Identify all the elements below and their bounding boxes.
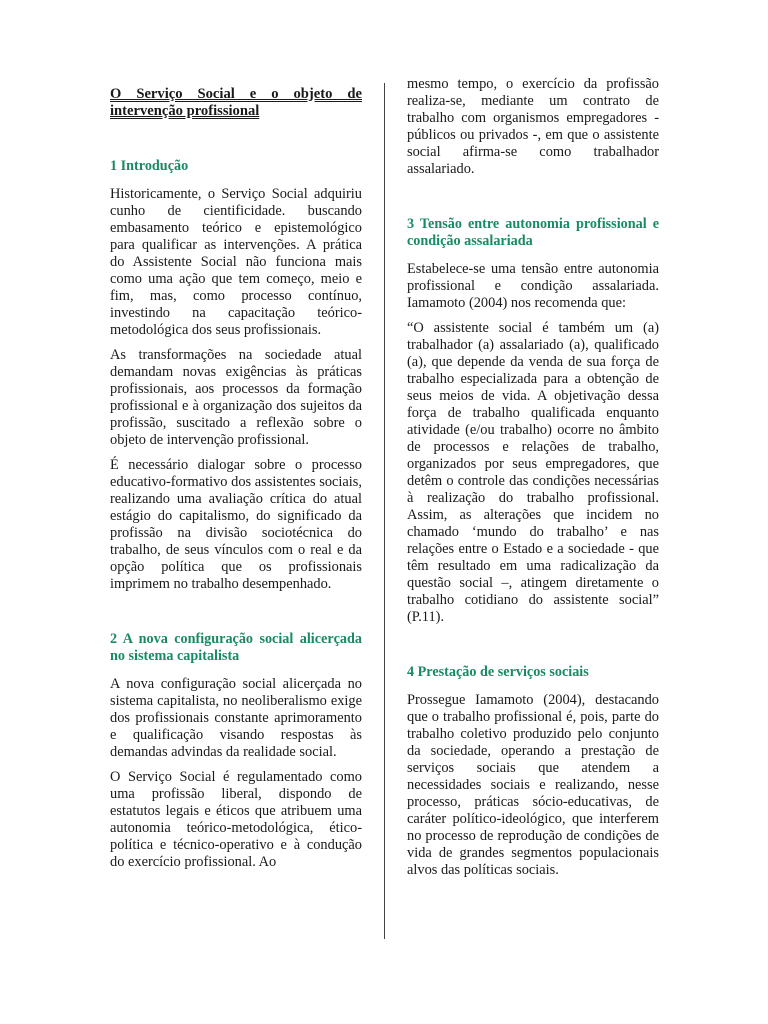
paragraph: A nova configuração social alicerçada no sistema capitalista, no neoliberalismo exige dos profissionais constante aprimoramento e qualificação visando respostas às demandas advindas da realidade social.	[110, 676, 362, 760]
paragraph: Historicamente, o Serviço Social adquiriu cunho de cientificidade. buscando embasamento teórico e epistemológico para qualificar as intervenções. A prática do Assistente Social não funciona mais como uma ação que tem começo, meio e fim, mas, como processo contínuo, investindo na capacitação teórico-metodológica dos seus profissionais.	[110, 186, 362, 338]
paragraph: Estabelece-se uma tensão entre autonomia profissional e condição assalariada. Iamamoto (2004) nos recomenda que:	[407, 261, 659, 311]
section-heading-tensao: 3 Tensão entre autonomia profissional e condição assalariada	[407, 216, 659, 249]
paragraph: As transformações na sociedade atual demandam novas exigências às práticas profissionais, aos processos da formação profissional e à organização dos sujeitos da profissão, suscitado a reflexão sobre o objeto de intervenção profissional.	[110, 347, 362, 448]
section-heading-prestacao-servicos: 4 Prestação de serviços sociais	[407, 664, 589, 680]
left-column	[110, 86, 362, 879]
section-heading-introducao: 1 Introdução	[110, 158, 189, 174]
paragraph: É necessário dialogar sobre o processo educativo-formativo dos assistentes sociais, realizando uma avaliação crítica do atual estágio do capitalismo, do significado da profissão na divisão sociotécnica do trabalho, de seus vínculos com o real e da opção política que os profissionais imprimem no trabalho desempenhado.	[110, 457, 362, 592]
section-heading-nova-configuracao: 2 A nova configuração social alicerçada no sistema capitalista	[110, 631, 362, 664]
right-column	[407, 76, 659, 887]
paragraph: Prossegue Iamamoto (2004), destacando que o trabalho profissional é, pois, parte do trabalho coletivo produzido pelo conjunto da sociedade, operando a prestação de serviços sociais que atendem a necessidades sociais e realizando, nesse processo, práticas sócio-educativas, de caráter político-ideológico, que interferem no processo de reprodução de condições de vida de grandes segmentos populacionais alvos das políticas sociais.	[407, 692, 659, 878]
paragraph: O Serviço Social é regulamentado como uma profissão liberal, dispondo de estatutos legais e éticos que atribuem uma autonomia teórico-metodológica, ético-política e técnico-operativo e à condução do exercício profissional. Ao	[110, 769, 362, 870]
paragraph-continuation: mesmo tempo, o exercício da profissão realiza-se, mediante um contrato de trabalho com organismos empregadores - públicos ou privados -, em que o assistente social afirma-se como trabalhador assalariado.	[407, 76, 659, 177]
quotation-paragraph: “O assistente social é também um (a) trabalhador (a) assalariado (a), qualificado (a), que depende da venda de sua força de trabalho especializada para a obtenção de seus meios de vida. A objetivação dessa força de trabalho qualificada enquanto atividade (e/ou trabalho) ocorre no âmbito de processos e relações de trabalho, organizados por seus empregadores, que detêm o controle das condições necessárias à realização do trabalho profissional. Assim, as alterações que incidem no chamado ‘mundo do trabalho’ e nas relações entre o Estado e a sociedade - que têm resultado em uma radicalização da questão social –, atingem diretamente o trabalho cotidiano do assistente social” (P.11).	[407, 320, 659, 625]
document-title: O Serviço Social e o objeto de intervenção profissional	[110, 86, 362, 119]
column-divider	[384, 83, 385, 939]
